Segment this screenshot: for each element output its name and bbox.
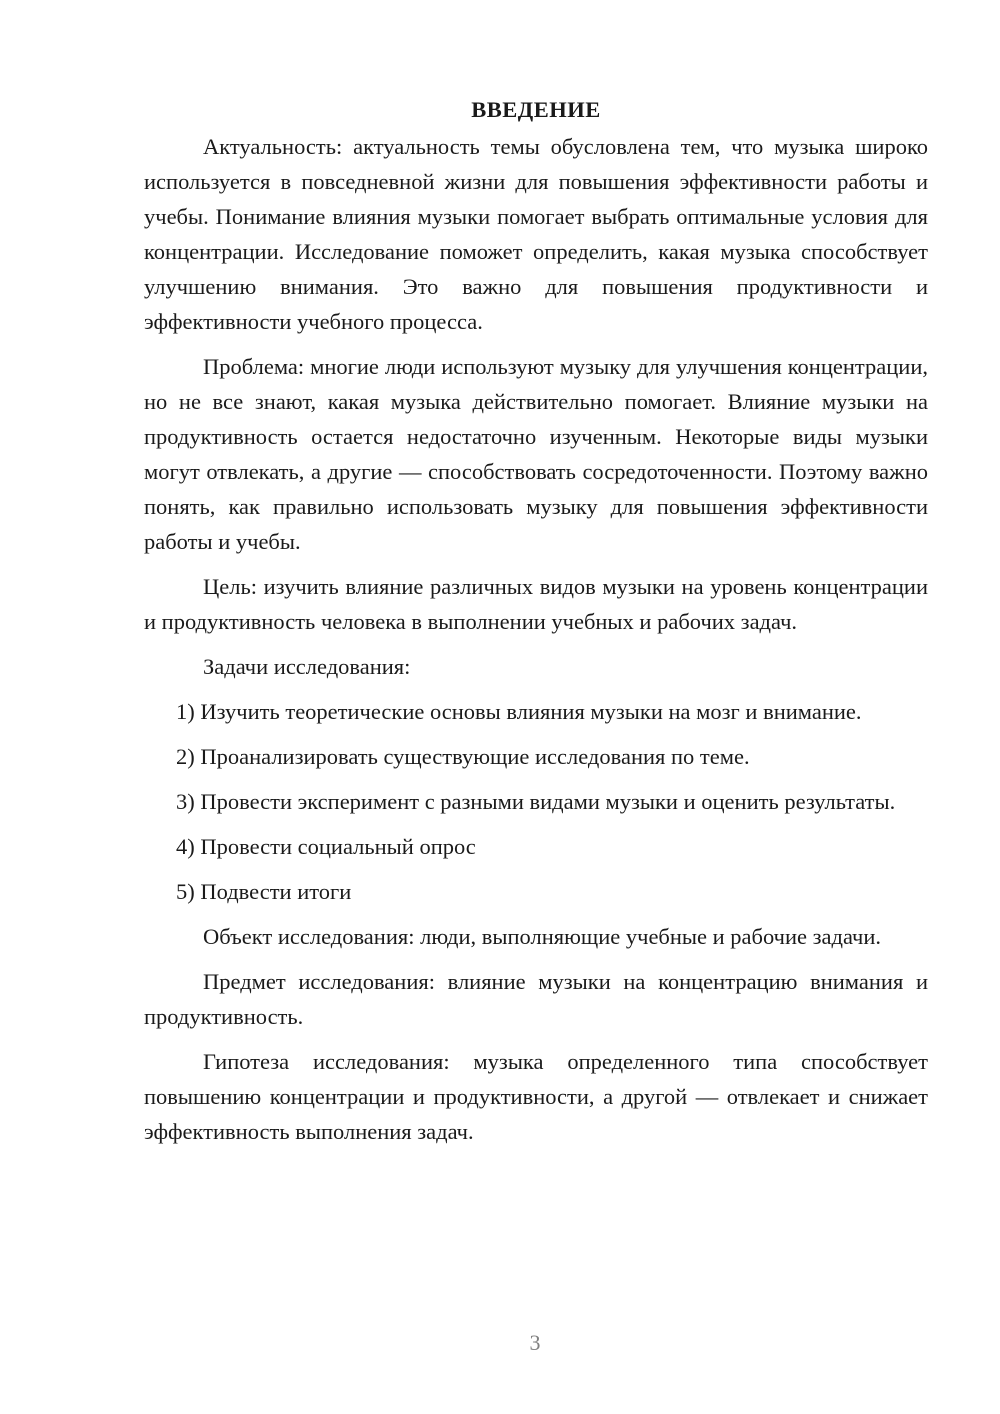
page-content [144,92,928,1159]
paragraph-relevance: Актуальность: актуальность темы обусловлена тем, что музыка широко используется в повседневной жизни для повышения эффективности работы и учебы. Понимание влияния музыки помогает выбрать оптимальные условия для концентрации. Исследование поможет определить, какая музыка способствует улучшению внимания. Это важно для повышения продуктивности и эффективности учебного процесса. [144,134,928,334]
paragraph-tasks-heading: Задачи исследования: [203,654,411,679]
task-item-3: 3) Провести эксперимент с разными видами музыки и оценить результаты. [176,789,896,814]
section-title: ВВЕДЕНИЕ [471,97,601,122]
task-item-4: 4) Провести социальный опрос [176,834,476,859]
paragraph-object: Объект исследования: люди, выполняющие учебные и рабочие задачи. [203,924,882,949]
paragraph-goal: Цель: изучить влияние различных видов музыки на уровень концентрации и продуктивность человека в выполнении учебных и рабочих задач. [144,574,928,634]
task-item-1: 1) Изучить теоретические основы влияния музыки на мозг и внимание. [176,699,862,724]
page-number: 3 [529,1330,541,1355]
task-item-5: 5) Подвести итоги [176,879,352,904]
paragraph-subject: Предмет исследования: влияние музыки на концентрацию внимания и продуктивность. [144,969,928,1029]
paragraph-problem: Проблема: многие люди используют музыку для улучшения концентрации, но не все знают, какая музыка действительно помогает. Влияние музыки на продуктивность остается недостаточно изученным. Некоторые виды музыки могут отвлекать, а другие — способствовать сосредоточенности. Поэтому важно понять, как правильно использовать музыку для повышения эффективности работы и учебы. [144,354,928,554]
task-item-2: 2) Проанализировать существующие исследования по теме. [176,744,750,769]
paragraph-hypothesis: Гипотеза исследования: музыка определенного типа способствует повышению концентрации и продуктивности, а другой — отвлекает и снижает эффективность выполнения задач. [144,1049,928,1144]
